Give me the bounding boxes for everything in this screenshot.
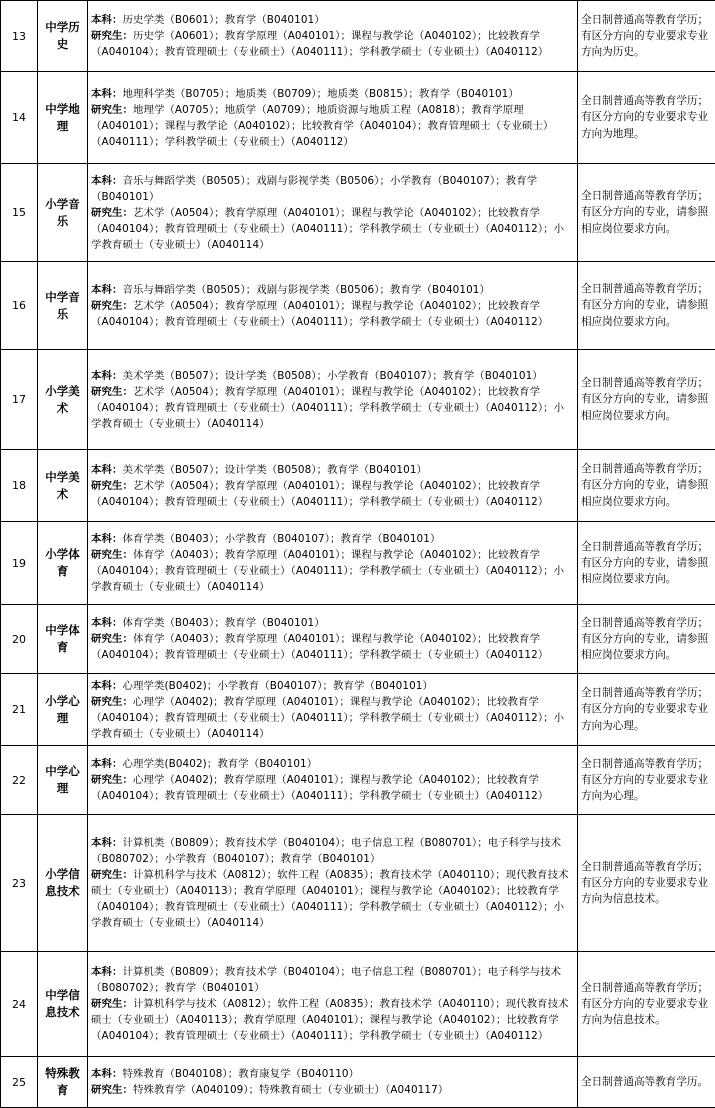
position-name: 中学体育 xyxy=(38,605,88,674)
major-requirements xyxy=(88,72,578,164)
grad-majors: 地理学（A0705）；地质学（A0709）；地质资源与地质工程（A0818）；教育学原理（A040101）；课程与教学论（A040102）；比较教育学（A040104）；教育管理硕士（专业硕士）（A040111）；学科教学硕士（专业硕士）（A040112） xyxy=(91,103,554,148)
undergrad-majors: 美术学类（B0507）；设计学类（B0508）；小学教育（B040107）；教育学（B040101） xyxy=(122,369,543,382)
major-requirements xyxy=(88,522,578,605)
table-row xyxy=(1,746,715,815)
position-name: 中学心理 xyxy=(38,746,88,815)
remarks: 全日制普通高等教育学历；有区分方向的专业，请参照相应岗位要求方向。 xyxy=(578,262,715,350)
grad-majors: 艺术学（A0504）；教育学原理（A040101）；课程与教学论（A040102）；比较教育学（A040104）；教育管理硕士（专业硕士）（A040111）；学科教学硕士（专业硕士）（A040112）；小学教育硕士（专业硕士）（A040114） xyxy=(91,385,565,430)
table-row xyxy=(1,1,715,72)
major-requirements xyxy=(88,350,578,450)
position-name: 小学信息技术 xyxy=(38,815,88,952)
major-requirements xyxy=(88,1057,578,1108)
undergrad-requirement xyxy=(91,173,574,205)
position-name: 小学美术 xyxy=(38,350,88,450)
table-row xyxy=(1,1057,715,1108)
row-number: 17 xyxy=(1,350,38,450)
undergrad-label: 本科： xyxy=(91,758,123,770)
grad-majors: 历史学（A0601）；教育学原理（A040101）；课程与教学论（A040102）；比较教育学（A040104）；教育管理硕士（专业硕士）（A040111）；学科教学硕士（专业硕士）（A040112） xyxy=(91,30,549,58)
undergrad-requirement xyxy=(91,756,574,772)
grad-label: 研究生： xyxy=(91,385,133,398)
grad-requirement xyxy=(91,384,574,432)
undergrad-majors: 美术学类（B0507）；设计学类（B0508）；教育学（B040101） xyxy=(122,463,428,476)
undergrad-requirement xyxy=(91,12,574,28)
row-number: 21 xyxy=(1,674,38,746)
row-number: 19 xyxy=(1,522,38,605)
grad-requirement xyxy=(91,631,574,663)
grad-requirement xyxy=(91,694,574,742)
row-number: 25 xyxy=(1,1057,38,1108)
remarks: 全日制普通高等教育学历；有区分方向的专业，请参照相应岗位要求方向。 xyxy=(578,350,715,450)
table-row xyxy=(1,350,715,450)
remarks: 全日制普通高等教育学历。 xyxy=(578,1057,715,1108)
table-row xyxy=(1,164,715,262)
major-requirements xyxy=(88,450,578,522)
undergrad-requirement xyxy=(91,1066,574,1082)
grad-majors: 体育学（A0403）；教育学原理（A040101）；课程与教学论（A040102）；比较教育学（A040104）；教育管理硕士（专业硕士）（A040111）；学科教学硕士（专业硕士）（A040112） xyxy=(91,633,549,661)
undergrad-requirement xyxy=(91,678,574,694)
major-requirements xyxy=(88,815,578,952)
row-number: 24 xyxy=(1,952,38,1057)
position-name: 小学心理 xyxy=(38,674,88,746)
row-number: 23 xyxy=(1,815,38,952)
grad-label: 研究生： xyxy=(91,774,133,786)
remarks: 全日制普通高等教育学历；有区分方向的专业要求专业方向为历史。 xyxy=(578,1,715,72)
grad-label: 研究生： xyxy=(91,299,133,312)
row-number: 18 xyxy=(1,450,38,522)
undergrad-label: 本科： xyxy=(91,966,123,978)
major-requirements xyxy=(88,605,578,674)
table-row xyxy=(1,72,715,164)
undergrad-label: 本科： xyxy=(91,463,123,476)
position-name: 中学音乐 xyxy=(38,262,88,350)
grad-label: 研究生： xyxy=(91,30,133,42)
grad-label: 研究生： xyxy=(91,998,133,1010)
table-row xyxy=(1,450,715,522)
undergrad-label: 本科： xyxy=(91,87,123,100)
table-row xyxy=(1,674,715,746)
grad-majors: 体育学（A0403）；教育学原理（A040101）；课程与教学论（A040102）；比较教育学（A040104）；教育管理硕士（专业硕士）（A040111）；学科教学硕士（专业硕士）（A040112）；小学教育硕士（专业硕士）（A040114） xyxy=(91,549,565,593)
grad-requirement xyxy=(91,547,574,595)
undergrad-requirement xyxy=(91,462,574,478)
position-name: 中学信息技术 xyxy=(38,952,88,1057)
major-requirements xyxy=(88,1,578,72)
undergrad-majors: 音乐与舞蹈学类（B0505）；戏剧与影视学类（B0506）；教育学（B040101） xyxy=(122,283,490,296)
remarks: 全日制普通高等教育学历；有区分方向的专业要求专业方向为信息技术。 xyxy=(578,952,715,1057)
grad-majors: 艺术学（A0504）；教育学原理（A040101）；课程与教学论（A040102）；比较教育学（A040104）；教育管理硕士（专业硕士）（A040111）；学科教学硕士（专业硕士）（A040112） xyxy=(91,299,549,328)
grad-requirement xyxy=(91,102,574,150)
major-requirements xyxy=(88,262,578,350)
position-name: 小学音乐 xyxy=(38,164,88,262)
undergrad-label: 本科： xyxy=(91,369,123,382)
row-number: 13 xyxy=(1,1,38,72)
grad-majors: 心理学（A0402)；教育学原理（A040101）；课程与教学论（A040102）；比较教育学（A040104）；教育管理硕士（专业硕士）（A040111）；学科教学硕士（专业硕士）（A040112）；小学教育硕士（专业硕士）（A040114） xyxy=(91,695,565,740)
undergrad-majors: 心理学类(B0402)；小学教育（B040107）；教育学（B040101） xyxy=(122,679,433,692)
undergrad-label: 本科： xyxy=(91,283,123,296)
grad-label: 研究生： xyxy=(91,206,133,219)
major-requirements xyxy=(88,746,578,815)
grad-requirement xyxy=(91,996,574,1044)
remarks: 全日制普通高等教育学历；有区分方向的专业，请参照相应岗位要求方向。 xyxy=(578,450,715,522)
grad-majors: 特殊教育学（A040109）；特殊教育硕士（专业硕士）（A040117） xyxy=(132,1084,449,1096)
row-number: 22 xyxy=(1,746,38,815)
grad-majors: 计算机科学与技术（A0812）；软件工程（A0835）；教育技术学（A040110）；现代教育技术硕士（专业硕士）（A040113）；教育学原理（A040101）；课程与教学论（A040102）；比较教育学（A040104）；教育管理硕士（专业硕士）（A040111）；学科教学硕士（专业硕士）（A040112） xyxy=(91,998,569,1042)
table-row xyxy=(1,952,715,1057)
table-row xyxy=(1,815,715,952)
grad-requirement xyxy=(91,298,574,330)
remarks: 全日制普通高等教育学历；有区分方向的专业，请参照相应岗位要求方向。 xyxy=(578,605,715,674)
table-row xyxy=(1,605,715,674)
undergrad-requirement xyxy=(91,615,574,631)
major-requirements xyxy=(88,164,578,262)
undergrad-majors: 计算机类（B0809）；教育技术学（B040104）；电子信息工程（B080701）；电子科学与技术（B080702）；教育学（B040101） xyxy=(91,966,562,994)
position-name: 中学地理 xyxy=(38,72,88,164)
row-number: 15 xyxy=(1,164,38,262)
undergrad-requirement xyxy=(91,368,574,384)
row-number: 14 xyxy=(1,72,38,164)
undergrad-label: 本科： xyxy=(91,174,123,187)
remarks: 全日制普通高等教育学历；有区分方向的专业，请参照相应岗位要求方向。 xyxy=(578,164,715,262)
grad-majors: 心理学（A0402)；教育学原理（A040101）；课程与教学论（A040102）；比较教育学（A040104）；教育管理硕士（专业硕士）（A040111）；学科教学硕士（专业硕士）（A040112） xyxy=(91,774,549,802)
undergrad-majors: 音乐与舞蹈学类（B0505）；戏剧与影视学类（B0506）；小学教育（B040107）；教育学（B040101） xyxy=(91,174,538,203)
grad-requirement xyxy=(91,1082,574,1098)
undergrad-majors: 计算机类（B0809）；教育技术学（B040104）；电子信息工程（B080701）；电子科学与技术（B080702）；小学教育（B040107）；教育学（B040101） xyxy=(91,837,562,865)
undergrad-majors: 体育学类（B0403）；小学教育（B040107）；教育学（B040101） xyxy=(122,533,441,545)
major-requirements xyxy=(88,952,578,1057)
major-requirements xyxy=(88,674,578,746)
undergrad-label: 本科： xyxy=(91,1068,123,1080)
position-name: 小学体育 xyxy=(38,522,88,605)
table-row xyxy=(1,522,715,605)
undergrad-majors: 地理科学类（B0705）；地质类（B0709）；地质类（B0815）；教育学（B040101） xyxy=(122,87,519,100)
position-name: 特殊教育 xyxy=(38,1057,88,1108)
remarks: 全日制普通高等教育学历；有区分方向的专业要求专业方向为地理。 xyxy=(578,72,715,164)
undergrad-label: 本科： xyxy=(91,837,123,849)
grad-label: 研究生： xyxy=(91,633,133,645)
undergrad-requirement xyxy=(91,964,574,996)
undergrad-requirement xyxy=(91,531,574,547)
undergrad-label: 本科： xyxy=(91,617,123,629)
grad-requirement xyxy=(91,772,574,804)
undergrad-majors: 体育学类（B0403）；教育学（B040101） xyxy=(122,617,325,629)
table-row xyxy=(1,262,715,350)
undergrad-majors: 特殊教育（B040108）；教育康复学（B040110） xyxy=(122,1068,360,1080)
remarks: 全日制普通高等教育学历；有区分方向的专业要求专业方向为心理。 xyxy=(578,746,715,815)
undergrad-majors: 心理学类(B0402)；教育学（B040101） xyxy=(122,758,318,770)
grad-majors: 艺术学（A0504）；教育学原理（A040101）；课程与教学论（A040102）；比较教育学（A040104）；教育管理硕士（专业硕士）（A040111）；学科教学硕士（专业硕士）（A040112） xyxy=(91,479,549,508)
position-name: 中学美术 xyxy=(38,450,88,522)
remarks: 全日制普通高等教育学历；有区分方向的专业要求专业方向为心理。 xyxy=(578,674,715,746)
grad-majors: 计算机科学与技术（A0812）；软件工程（A0835）；教育技术学（A040110）；现代教育技术硕士（专业硕士）（A040113）；教育学原理（A040101）；课程与教学论（A040102）；比较教育学（A040104）；教育管理硕士（专业硕士）（A040111）；学科教学硕士（专业硕士）（A040112）；小学教育硕士（专业硕士）（A040114） xyxy=(91,869,569,929)
undergrad-label: 本科： xyxy=(91,533,123,545)
undergrad-label: 本科： xyxy=(91,14,123,26)
grad-label: 研究生： xyxy=(91,869,133,881)
position-name: 中学历史 xyxy=(38,1,88,72)
grad-requirement xyxy=(91,205,574,253)
grad-label: 研究生： xyxy=(91,103,133,116)
remarks: 全日制普通高等教育学历；有区分方向的专业要求专业方向为信息技术。 xyxy=(578,815,715,952)
undergrad-requirement xyxy=(91,282,574,298)
grad-label: 研究生： xyxy=(91,549,133,561)
undergrad-majors: 历史学类（B0601）；教育学（B040101） xyxy=(122,14,325,26)
grad-requirement xyxy=(91,478,574,510)
row-number: 16 xyxy=(1,262,38,350)
grad-label: 研究生： xyxy=(91,695,133,708)
row-number: 20 xyxy=(1,605,38,674)
grad-label: 研究生： xyxy=(91,1084,133,1096)
undergrad-requirement xyxy=(91,835,574,867)
grad-requirement xyxy=(91,867,574,931)
table-body xyxy=(1,1,715,1108)
remarks: 全日制普通高等教育学历；有区分方向的专业，请参照相应岗位要求方向。 xyxy=(578,522,715,605)
undergrad-label: 本科： xyxy=(91,679,123,692)
grad-majors: 艺术学（A0504）；教育学原理（A040101）；课程与教学论（A040102）；比较教育学（A040104）；教育管理硕士（专业硕士）（A040111）；学科教学硕士（专业硕士）（A040112）；小学教育硕士（专业硕士）（A040114） xyxy=(91,206,565,251)
grad-label: 研究生： xyxy=(91,479,133,492)
grad-requirement xyxy=(91,28,574,60)
undergrad-requirement xyxy=(91,86,574,102)
